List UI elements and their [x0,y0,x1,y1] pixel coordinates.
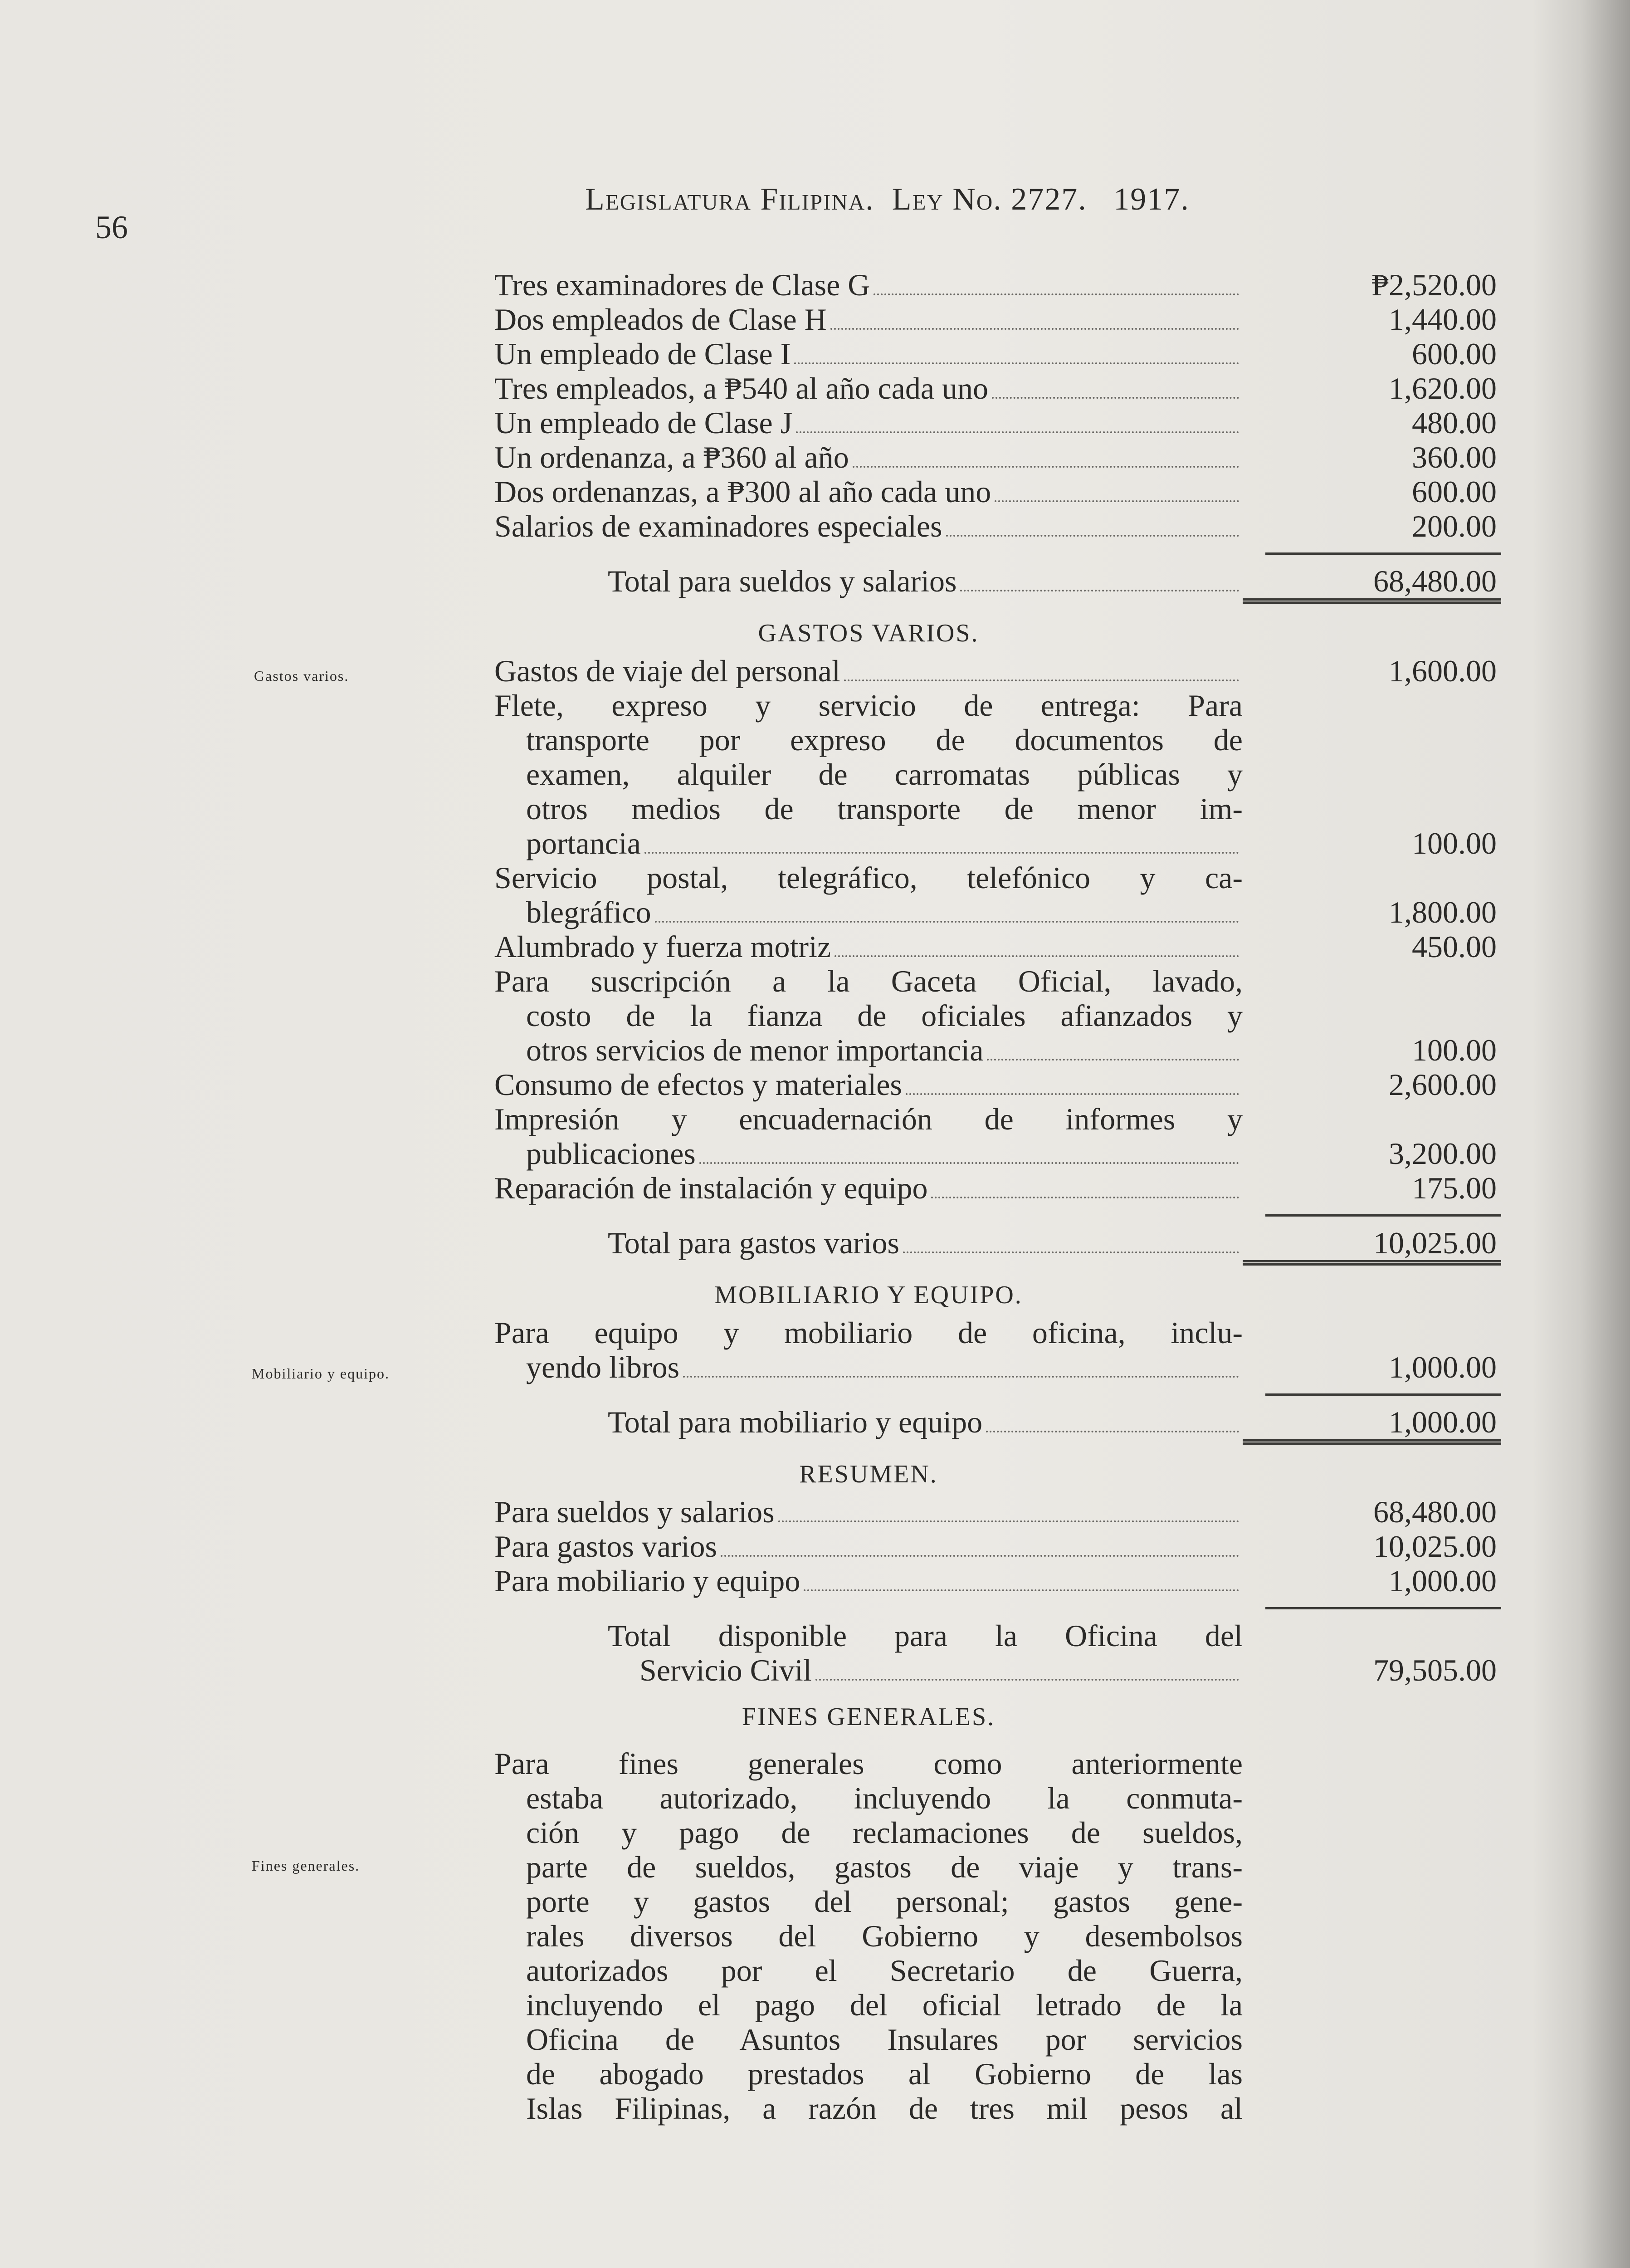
row-label: Para gastos varios [494,1529,717,1564]
total-label: Servicio Civil [639,1653,812,1687]
row-amount: 1,000.00 [1389,1564,1497,1598]
total-amount: 79,505.00 [1373,1653,1497,1687]
text-line: Para fines generales como anteriormente [494,1746,1243,1781]
row-label: Un ordenanza, a ₱360 al año [494,440,849,474]
total-double-rule [1243,598,1501,604]
text-line: Islas Filipinas, a razón de tres mil pesos al [526,2091,1243,2126]
row-amount: 1,440.00 [1389,302,1497,337]
appropriation-body [494,268,1501,2126]
row-label: publicaciones [526,1136,696,1171]
row-amount: 1,600.00 [1389,654,1497,688]
total-label: Total para gastos varios [608,1226,899,1260]
total-row [494,1653,1501,1687]
row-amount: 10,025.00 [1373,1529,1497,1564]
text-line: porte y gastos del personal; gastos gene- [526,1884,1243,1919]
section-heading: RESUMEN. [799,1460,938,1488]
salaries-table [494,268,1501,604]
header-title: Legislatura Filipina. [585,182,874,217]
text-line: rales diversos del Gobierno y desembolsos [526,1919,1243,1953]
total-row [494,564,1501,598]
text-line: costo de la fianza de oficiales afianzados y [526,998,1243,1033]
row-amount: 200.00 [1412,509,1497,543]
row-amount: 1,800.00 [1389,895,1497,929]
row-amount: 100.00 [1412,1033,1497,1067]
row-label: Dos empleados de Clase H [494,302,827,337]
text-line: incluyendo el pago del oficial letrado de la [526,1988,1243,2022]
table-row [494,1067,1501,1102]
row-amount: 450.00 [1412,929,1497,964]
row-amount: ₱2,520.00 [1371,268,1497,302]
row-label: Tres empleados, a ₱540 al año cada uno [494,371,989,406]
table-row [494,1495,1501,1529]
text-line: Servicio postal, telegráfico, telefónico y ca- [494,860,1243,895]
table-row [494,826,1501,860]
table-row [494,302,1501,337]
row-amount: 480.00 [1412,406,1497,440]
table-row [494,1350,1501,1384]
total-row [494,1405,1501,1439]
row-amount: 2,600.00 [1389,1067,1497,1102]
resumen-section [494,1454,1501,1687]
total-double-rule [1243,1439,1501,1445]
row-label: Tres examinadores de Clase G [494,268,870,302]
row-label: Un empleado de Clase I [494,337,791,371]
row-amount: 600.00 [1412,337,1497,371]
row-label: Para mobiliario y equipo [494,1564,800,1598]
table-row [494,268,1501,302]
table-row [494,929,1501,964]
total-label: Total para mobiliario y equipo [608,1405,983,1439]
table-row [494,509,1501,543]
sidenote-fines: Fines generales. [252,1857,360,1874]
total-row [494,1226,1501,1260]
text-line: de abogado prestados al Gobierno de las [526,2057,1243,2091]
text-line: Para equipo y mobiliario de oficina, inclu- [494,1315,1243,1350]
running-header [585,181,1401,218]
header-law: Ley No. 2727. [892,182,1087,217]
row-label: Consumo de efectos y materiales [494,1067,902,1102]
table-row [494,895,1501,929]
header-year: 1917. [1113,182,1190,217]
section-heading: MOBILIARIO Y EQUIPO. [714,1281,1023,1309]
table-row [494,1529,1501,1564]
table-row [494,371,1501,406]
total-double-rule [1243,1260,1501,1266]
table-row [494,1136,1501,1171]
table-row [494,474,1501,509]
table-row [494,654,1501,688]
table-row [494,1171,1501,1205]
text-line: transporte por expreso de documentos de [526,723,1243,757]
row-label: Dos ordenanzas, a ₱300 al año cada uno [494,474,991,509]
row-label: Salarios de examinadores especiales [494,509,942,543]
text-line: otros medios de transporte de menor im- [526,792,1243,826]
row-label: Gastos de viaje del personal [494,654,840,688]
row-amount: 1,620.00 [1389,371,1497,406]
row-label: Alumbrado y fuerza motriz [494,929,831,964]
sidenote-mobiliario: Mobiliario y equipo. [252,1365,390,1382]
row-label: Un empleado de Clase J [494,406,793,440]
text-line: autorizados por el Secretario de Guerra, [526,1953,1243,1988]
table-row [494,440,1501,474]
row-amount: 68,480.00 [1373,1495,1497,1529]
row-amount: 600.00 [1412,474,1497,509]
table-row [494,337,1501,371]
section-heading: GASTOS VARIOS. [758,619,979,647]
row-amount: 1,000.00 [1389,1350,1497,1384]
text-line: estaba autorizado, incluyendo la conmuta- [526,1781,1243,1815]
text-line: ción y pago de reclamaciones de sueldos, [526,1815,1243,1850]
table-row [494,406,1501,440]
text-line: Impresión y encuadernación de informes y [494,1102,1243,1136]
text-line: Oficina de Asuntos Insulares por servicios [526,2022,1243,2057]
text-line: examen, alquiler de carromatas públicas y [526,757,1243,792]
text-line: parte de sueldos, gastos de viaje y trans- [526,1850,1243,1884]
row-label: yendo libros [526,1350,680,1384]
row-amount: 3,200.00 [1389,1136,1497,1171]
fines-section [494,1696,1501,2126]
total-amount: 1,000.00 [1389,1405,1497,1439]
row-amount: 100.00 [1412,826,1497,860]
section-heading: FINES GENERALES. [742,1703,996,1731]
text-line: Para suscripción a la Gaceta Oficial, lavado, [494,964,1243,998]
sidenote-gastos: Gastos varios. [254,668,349,684]
gastos-section [494,613,1501,1266]
table-row [494,1033,1501,1067]
row-label: Para sueldos y salarios [494,1495,775,1529]
row-label: Reparación de instalación y equipo [494,1171,928,1205]
table-row [494,1564,1501,1598]
row-label: blegráfico [526,895,651,929]
row-label: portancia [526,826,641,860]
row-amount: 360.00 [1412,440,1497,474]
total-label: Total para sueldos y salarios [608,564,957,598]
total-amount: 68,480.00 [1373,564,1497,598]
row-label: otros servicios de menor importancia [526,1033,984,1067]
row-amount: 175.00 [1412,1171,1497,1205]
text-line: Flete, expreso y servicio de entrega: Para [494,688,1243,723]
text-line: Total disponible para la Oficina del [608,1618,1243,1653]
mobiliario-section [494,1275,1501,1445]
page-number: 56 [95,209,128,245]
total-amount: 10,025.00 [1373,1226,1497,1260]
